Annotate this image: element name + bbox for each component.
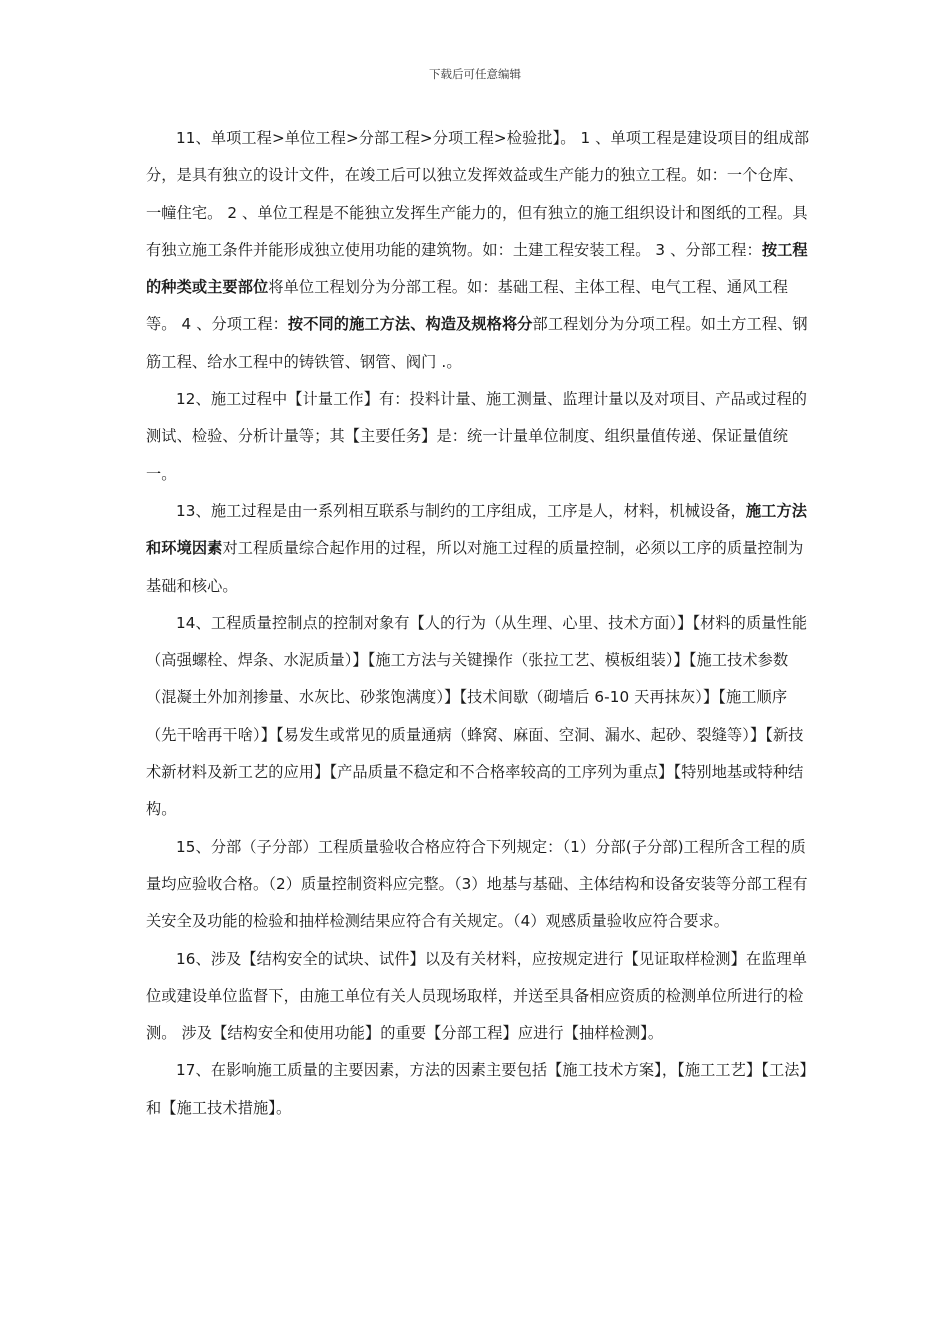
- paragraph-text: 11、单项工程>单位工程>分部工程>分项工程>检验批】。 1 、单项工程是建设项目的组成部分，是具有独立的设计文件，在竣工后可以独立发挥效益或生产能力的独立工程。如：一个仓库、一幢住宅。 2 、单位工程是不能独立发挥生产能力的，但有独立的施工组织设计和图纸的工程。具有独立施工条件并能形成独立使用功能的建筑物。如：土建工程安装工程。 3 、分部工程：: [146, 129, 810, 259]
- paragraph-text: 14、工程质量控制点的控制对象有【人的行为（从生理、心里、技术方面）】【材料的质量性能（高强螺栓、焊条、水泥质量）】【施工方法与关键操作（张拉工艺、模板组装）】【施工技术参数（混凝土外加剂掺量、水灰比、砂浆饱满度）】【技术间歇（砌墙后 6-10 天再抹灰）】【施工顺序（先干啥再干啥）】【易发生或常见的质量通病（蜂窝、麻面、空洞、漏水、起砂、裂缝等）】【新技术新材料及新工艺的应用】【产品质量不稳定和不合格率较高的工序列为重点】【特别地基或特种结构。: [146, 613, 808, 819]
- paragraph-17: [146, 1052, 810, 1127]
- bold-text: 施工方法和环境因素: [146, 501, 808, 558]
- bold-text: 按不同的施工方法、构造及规格将分: [287, 315, 533, 334]
- paragraph-text: 16、涉及【结构安全的试块、试件】以及有关材料，应按规定进行【见证取样检测】在监理单位或建设单位监督下，由施工单位有关人员现场取样，并送至具备相应资质的检测单位所进行的检测。 涉及【结构安全和使用功能】的重要【分部工程】应进行【抽样检测】。: [146, 949, 808, 1043]
- paragraph-text: 12、施工过程中【计量工作】有：投料计量、施工测量、监理计量以及对项目、产品或过程的测试、检验、分析计量等；其【主要任务】是：统一计量单位制度、组织量值传递、保证量值统一。: [146, 390, 808, 483]
- paragraph-text: 13、施工过程是由一系列相互联系与制约的工序组成，工序是人，材料，机械设备，: [176, 501, 746, 520]
- paragraph-text: 15、分部（子分部）工程质量验收合格应符合下列规定：（1）分部(子分部)工程所含工程的质量均应验收合格。（2）质量控制资料应完整。（3）地基与基础、主体结构和设备安装等分部工程有关安全及功能的检验和抽样检测结果应符合有关规定。（4）观感质量验收应符合要求。: [146, 837, 808, 931]
- bold-text: 按工程的种类或主要部位: [146, 240, 808, 297]
- paragraph-text: 对工程质量综合起作用的过程，所以对施工过程的质量控制，必须以工序的质量控制为基础和核心。: [146, 539, 804, 595]
- paragraph-16: [146, 941, 810, 1053]
- paragraph-text: 部工程划分为分项工程。如土方工程、钢筋工程、给水工程中的铸铁管、钢管、阀门 .。: [146, 315, 808, 371]
- paragraph-11: [146, 120, 810, 381]
- paragraph-15: [146, 829, 810, 941]
- paragraph-text: 17、在影响施工质量的主要因素，方法的因素主要包括【施工技术方案】，【施工工艺】【工法】和【施工技术措施】。: [146, 1061, 808, 1117]
- document-body: [146, 120, 810, 1127]
- paragraph-14: [146, 605, 810, 829]
- paragraph-12: [146, 381, 810, 493]
- paragraph-13: [146, 493, 810, 605]
- paragraph-text: 将单位工程划分为分部工程。如：基础工程、主体工程、电气工程、通风工程等。 4 、分项工程：: [146, 278, 789, 334]
- page-header: 下载后可任意编辑: [429, 67, 521, 81]
